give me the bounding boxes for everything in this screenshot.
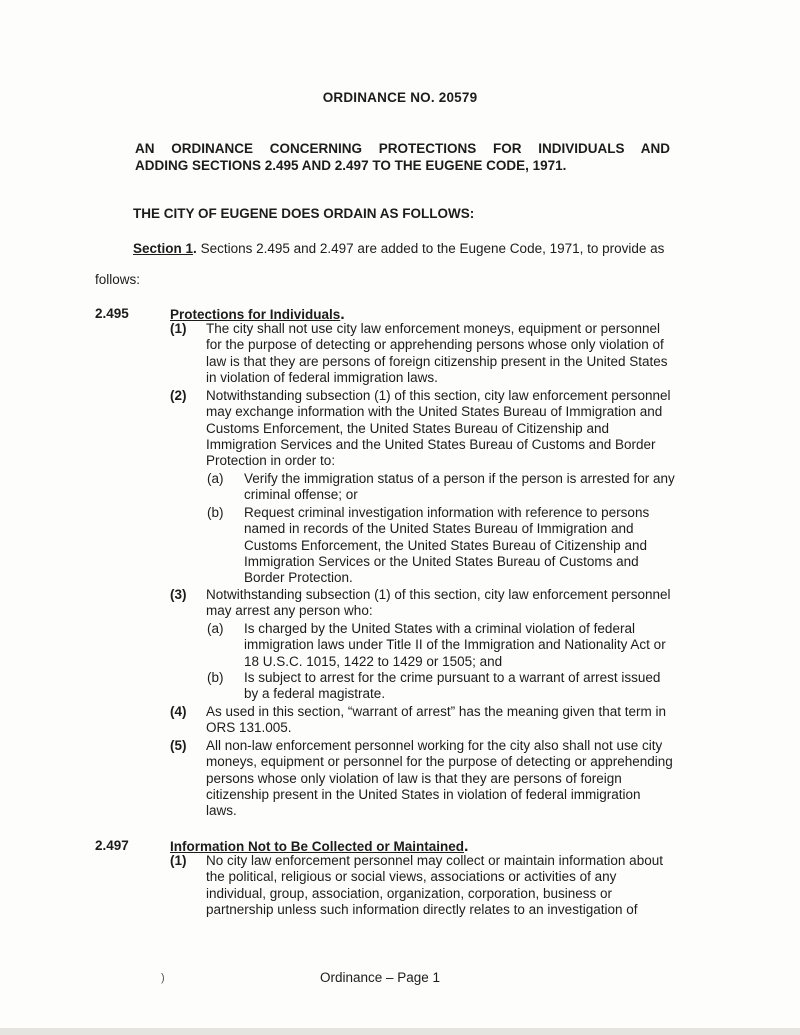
subsection: [170, 587, 710, 620]
text-line: 18 U.S.C. 1015, 1422 to 1429 or 1505; and: [244, 653, 503, 669]
subsection: [170, 321, 710, 386]
paragraph: [207, 471, 707, 504]
subsection: [170, 853, 710, 918]
text-line: the political, religious or social views, associations or activities of any: [206, 869, 617, 885]
text-line: Notwithstanding subsection (1) of this section, city law enforcement personnel: [206, 388, 671, 403]
text-line: As used in this section, “warrant of arrest” has the meaning given that term in: [206, 704, 666, 719]
ordaining-clause: THE CITY OF EUGENE DOES ORDAIN AS FOLLOWS:: [133, 206, 475, 221]
section-1: Section 1. Sections 2.495 and 2.497 are added to the Eugene Code, 1971, to provide as: [133, 241, 665, 256]
text-line: All non-law enforcement personnel working for the city also shall not use city: [206, 738, 663, 753]
text-line: Customs Enforcement, the United States Bureau of Citizenship and: [206, 420, 609, 436]
text-line: Immigration Services and the United States Bureau of Customs and Border: [206, 436, 656, 452]
text-line: may exchange information with the United States Bureau of Immigration and: [206, 404, 663, 420]
margin-mark: ): [161, 972, 165, 984]
text-line: Is subject to arrest for the crime pursuant to a warrant of arrest issued: [244, 670, 661, 685]
text-line: Immigration Services or the United States Bureau of Customs and: [244, 553, 639, 569]
subsection-number: (2): [170, 388, 187, 403]
subsection-number: (3): [170, 587, 187, 602]
text-line: for the purpose of detecting or apprehending persons whose only violation of: [206, 337, 664, 353]
section-heading: Information Not to Be Collected or Maintained.: [170, 838, 469, 855]
subsection-number: (5): [170, 738, 187, 753]
text-line: by a federal magistrate.: [244, 686, 386, 702]
text-line: persons whose only violation of law is that they are persons of foreign: [206, 770, 622, 786]
text-line: Notwithstanding subsection (1) of this section, city law enforcement personnel: [206, 587, 671, 602]
scan-edge: [0, 1028, 800, 1035]
text-line: Customs Enforcement, the United States Bureau of Citizenship and: [244, 537, 647, 553]
subsection-number: (1): [170, 853, 187, 868]
section-1-continuation: follows:: [95, 272, 141, 287]
subsection-number: (4): [170, 704, 187, 719]
section-number: 2.495: [95, 306, 129, 321]
text-line: Verify the immigration status of a person if the person is arrested for any: [244, 471, 675, 486]
section-1-text: Sections 2.495 and 2.497 are added to the Eugene Code, 1971, to provide as: [200, 241, 665, 256]
text-line: partnership unless such information directly relates to an investigation of: [206, 901, 638, 917]
text-line: Is charged by the United States with a criminal violation of federal: [244, 621, 635, 636]
text-line: Protection in order to:: [206, 453, 336, 469]
paragraph: [207, 505, 707, 586]
text-line: in violation of federal immigration laws.: [206, 369, 438, 385]
page-footer: Ordinance – Page 1: [319, 970, 441, 985]
subsection: [170, 388, 710, 469]
text-line: named in records of the United States Bureau of Immigration and: [244, 521, 634, 537]
text-line: No city law enforcement personnel may collect or maintain information about: [206, 853, 663, 868]
paragraph-letter: (b): [207, 505, 224, 520]
section-heading: Protections for Individuals.: [170, 306, 345, 323]
text-line: Request criminal investigation information with reference to persons: [244, 505, 650, 520]
text-line: individual, group, association, organization, corporation, business or: [206, 885, 612, 901]
subsection-number: (1): [170, 321, 187, 336]
section-1-label: Section 1: [133, 241, 194, 256]
text-line: may arrest any person who:: [206, 603, 373, 619]
paragraph-letter: (a): [207, 471, 224, 486]
text-line: law is that they are persons of foreign citizenship present in the United States: [206, 353, 668, 369]
text-line: moneys, equipment or personnel for the purpose of detecting or apprehending: [206, 754, 673, 770]
paragraph: [207, 621, 707, 670]
text-line: The city shall not use city law enforcement moneys, equipment or personnel: [206, 321, 660, 336]
ordinance-title: ORDINANCE NO. 20579: [322, 90, 478, 105]
caption-line-2: ADDING SECTIONS 2.495 AND 2.497 TO THE EUGENE CODE, 1971.: [135, 158, 567, 173]
paragraph-letter: (b): [207, 670, 224, 685]
text-line: Border Protection.: [244, 570, 353, 586]
paragraph: [207, 670, 707, 703]
subsection: [170, 704, 710, 737]
text-line: citizenship present in the United States in violation of federal immigration: [206, 786, 641, 802]
section-number: 2.497: [95, 838, 129, 853]
text-line: immigration laws under Title II of the Immigration and Nationality Act or: [244, 637, 666, 653]
caption-line-1: AN ORDINANCE CONCERNING PROTECTIONS FOR INDIVIDUALS AND: [135, 141, 670, 156]
subsection: [170, 738, 710, 819]
paragraph-letter: (a): [207, 621, 224, 636]
text-line: ORS 131.005.: [206, 720, 292, 736]
text-line: laws.: [206, 803, 237, 819]
text-line: criminal offense; or: [244, 487, 358, 503]
ordinance-caption: [135, 140, 670, 174]
